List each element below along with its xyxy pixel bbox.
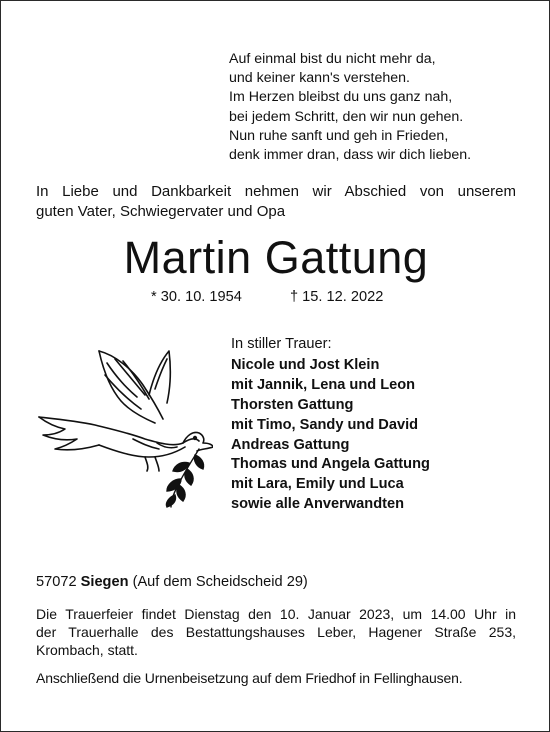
address-city: Siegen xyxy=(80,574,129,590)
poem xyxy=(229,50,471,165)
death-date: † 15. 12. 2022 xyxy=(290,289,384,305)
mourner-line: Andreas Gattung xyxy=(231,436,350,453)
deceased-name: Martin Gattung xyxy=(123,232,429,283)
dove-with-olive-branch-icon xyxy=(37,339,213,509)
mourner-line: Thomas und Angela Gattung xyxy=(231,456,430,473)
birth-date: * 30. 10. 1954 xyxy=(151,289,242,305)
mourner-line: Thorsten Gattung xyxy=(231,396,354,413)
mourner-line: Nicole und Jost Klein xyxy=(231,356,380,373)
poem-line: Auf einmal bist du nicht mehr da, xyxy=(229,51,436,67)
address-zip: 57072 xyxy=(36,574,77,590)
intro-line: In Liebe und Dankbarkeit nehmen wir Abschied von unserem xyxy=(36,183,516,200)
address-street: (Auf dem Scheidscheid 29) xyxy=(132,574,308,590)
family-address xyxy=(36,573,308,591)
poem-line: Im Herzen bleibst du uns ganz nah, xyxy=(229,89,453,106)
mourners-list xyxy=(231,335,430,515)
mourner-line: mit Timo, Sandy und David xyxy=(231,416,419,433)
service-line: der Trauerhalle des Bestattungshauses Leber, Hagener Straße 253, xyxy=(36,623,516,640)
poem-line: denk immer dran, dass wir dich lieben. xyxy=(229,147,472,164)
mourning-heading: In stiller Trauer: xyxy=(231,336,332,352)
mourner-line: sowie alle Anverwandten xyxy=(231,496,405,513)
intro-text xyxy=(36,182,516,222)
service-line: Die Trauerfeier findet Dienstag den 10. Januar 2023, um 14.00 Uhr in xyxy=(36,606,516,622)
funeral-service-info xyxy=(36,606,516,659)
service-line: Krombach, statt. xyxy=(36,641,138,658)
poem-line: bei jedem Schritt, den wir nun gehen. xyxy=(229,108,464,125)
burial-info: Anschließend die Urnenbeisetzung auf dem Friedhof in Fellinghausen. xyxy=(36,670,463,686)
intro-line: guten Vater, Schwiegervater und Opa xyxy=(36,203,286,220)
mourner-line: mit Jannik, Lena und Leon xyxy=(231,376,416,393)
poem-line: Nun ruhe sanft und geh in Frieden, xyxy=(229,127,449,144)
mourner-line: mit Lara, Emily und Luca xyxy=(231,476,404,493)
poem-line: und keiner kann's verstehen. xyxy=(229,70,410,87)
